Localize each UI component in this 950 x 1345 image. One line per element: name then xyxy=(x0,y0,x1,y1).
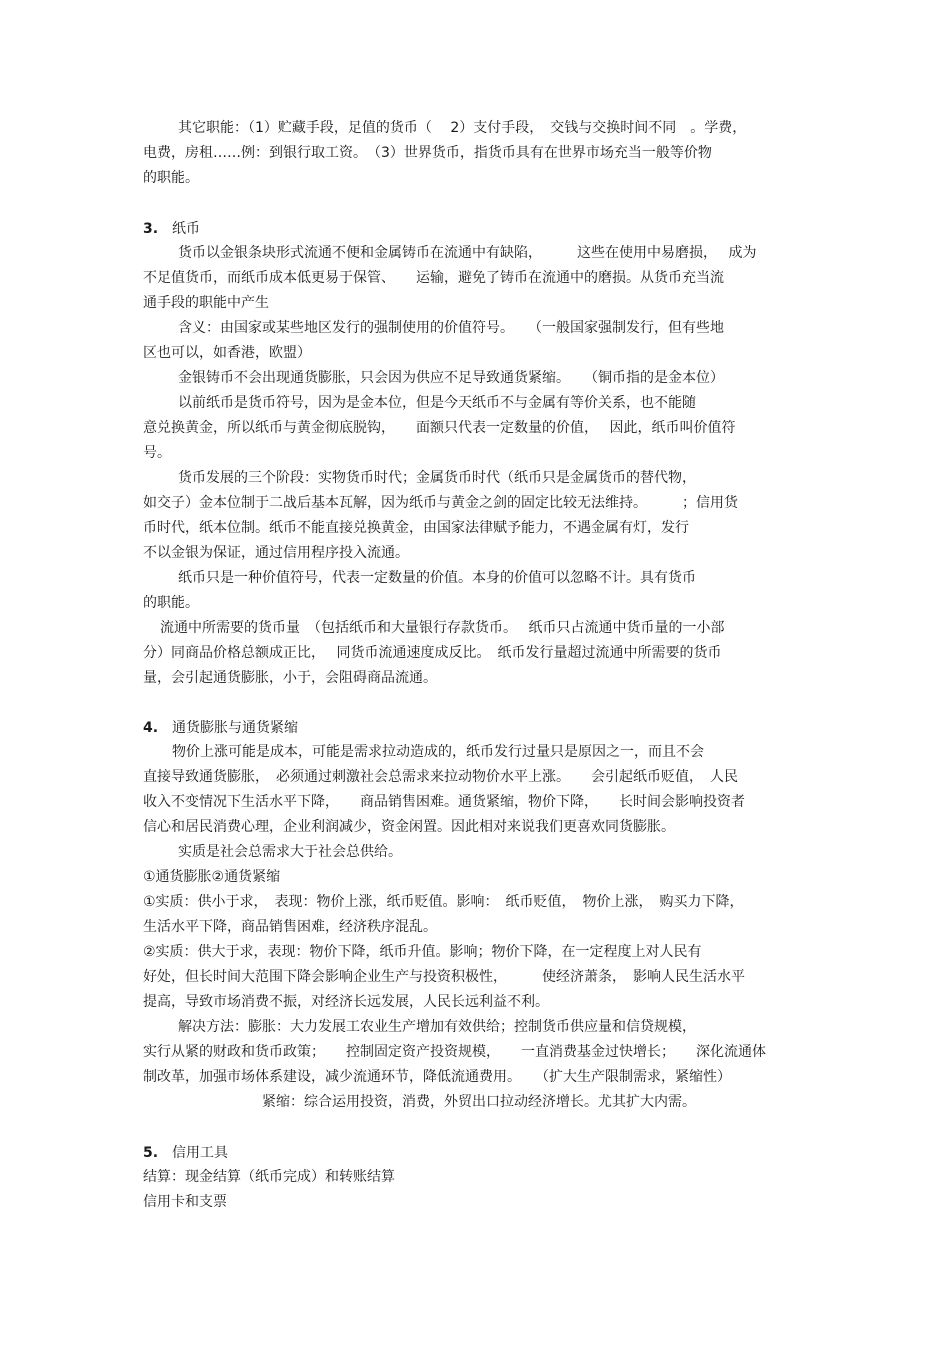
paragraph-line: 量，会引起通货膨胀，小于，会阻碍商品流通。 xyxy=(143,670,437,686)
paragraph-line: 的职能。 xyxy=(143,170,199,186)
paragraph-line: 分）同商品价格总额成正比， 同货币流通速度成反比。 纸币发行量超过流通中所需要的货币 xyxy=(143,645,722,661)
paragraph-line: 实行从紧的财政和货币政策； 控制固定资产投资规模， 一直消费基金过快增长； 深化流通体 xyxy=(143,1044,766,1060)
paragraph-line: 物价上涨可能是成本，可能是需求拉动造成的，纸币发行过量只是原因之一，而且不会 xyxy=(172,744,704,760)
paragraph-line: 实质是社会总需求大于社会总供给。 xyxy=(178,844,402,860)
paragraph-line: 的职能。 xyxy=(143,595,199,611)
paragraph-line: 信心和居民消费心理，企业利润减少，资金闲置。因此相对来说我们更喜欢同货膨胀。 xyxy=(143,819,675,835)
paragraph-line: 货币发展的三个阶段：实物货币时代；金属货币时代（纸币只是金属货币的替代物， xyxy=(178,470,696,486)
paragraph-line: 电费，房租……例：到银行取工资。 （3）世界货币，指货币具有在世界市场充当一般等价物 xyxy=(143,145,712,161)
section-number: 5. xyxy=(143,1145,159,1161)
paragraph-line: 其它职能：（1）贮藏手段，足值的货币（ 2）支付手段， 交钱与交换时间不同 。学费， xyxy=(178,120,747,136)
paragraph-line: 紧缩：综合运用投资，消费，外贸出口拉动经济增长。尤其扩大内需。 xyxy=(262,1094,696,1110)
paragraph-line: 不以金银为保证，通过信用程序投入流通。 xyxy=(143,545,409,561)
paragraph-line: 如交子）金本位制于二战后基本瓦解，因为纸币与黄金之剑的固定比较无法维持。 ；信用货 xyxy=(143,495,738,511)
paragraph-line: 收入不变情况下生活水平下降， 商品销售困难。通货紧缩，物价下降， 长时间会影响投资者 xyxy=(143,794,745,810)
paragraph-line: 号。 xyxy=(143,445,171,461)
paragraph-line: 解决方法：膨胀：大力发展工农业生产增加有效供给；控制货币供应量和信贷规模， xyxy=(178,1019,696,1035)
paragraph-line: 结算：现金结算（纸币完成）和转账结算 xyxy=(143,1169,395,1185)
paragraph-line: 流通中所需要的货币量 （包括纸币和大量银行存款货币。 纸币只占流通中货币量的一小部 xyxy=(160,620,725,636)
paragraph-line: 提高，导致市场消费不振，对经济长远发展，人民长远利益不利。 xyxy=(143,994,549,1010)
paragraph-line: ①实质：供小于求， 表现：物价上涨，纸币贬值。影响： 纸币贬值， 物价上涨， 购买力下降， xyxy=(143,894,744,910)
paragraph-line: 含义：由国家或某些地区发行的强制使用的价值符号。 （一般国家强制发行，但有些地 xyxy=(178,320,724,336)
section-heading: 通货膨胀与通货紧缩 xyxy=(172,720,298,736)
paragraph-line: 金银铸币不会出现通货膨胀，只会因为供应不足导致通货紧缩。 （铜币指的是金本位） xyxy=(178,370,724,386)
paragraph-line: 制改革，加强市场体系建设，减少流通环节，降低流通费用。 （扩大生产限制需求，紧缩性） xyxy=(143,1069,731,1085)
paragraph-line: 好处，但长时间大范围下降会影响企业生产与投资积极性， 使经济萧条， 影响人民生活水平 xyxy=(143,969,745,985)
paragraph-line: 通手段的职能中产生 xyxy=(143,295,269,311)
section-heading: 信用工具 xyxy=(172,1145,228,1161)
paragraph-line: 区也可以，如香港，欧盟） xyxy=(143,345,311,361)
paragraph-line: 生活水平下降，商品销售困难，经济秩序混乱。 xyxy=(143,919,437,935)
section-number: 3. xyxy=(143,221,159,237)
paragraph-line: 意兑换黄金，所以纸币与黄金彻底脱钩， 面额只代表一定数量的价值， 因此，纸币叫价值符 xyxy=(143,420,736,436)
paragraph-line: ①通货膨胀②通货紧缩 xyxy=(143,869,281,885)
paragraph-line: ②实质：供大于求，表现：物价下降，纸币升值。影响；物价下降，在一定程度上对人民有 xyxy=(143,944,702,960)
paragraph-line: 以前纸币是货币符号，因为是金本位，但是今天纸币不与金属有等价关系，也不能随 xyxy=(178,395,696,411)
paragraph-line: 不足值货币，而纸币成本低更易于保管、 运输，避免了铸币在流通中的磨损。从货币充当流 xyxy=(143,270,724,286)
paragraph-line: 币时代，纸本位制。纸币不能直接兑换黄金，由国家法律赋予能力，不遇金属有灯，发行 xyxy=(143,520,689,536)
paragraph-line: 信用卡和支票 xyxy=(143,1194,227,1210)
paragraph-line: 货币以金银条块形式流通不便和金属铸币在流通中有缺陷， 这些在使用中易磨损， 成为 xyxy=(178,245,757,261)
section-heading: 纸币 xyxy=(172,221,200,237)
paragraph-line: 直接导致通货膨胀， 必须通过刺激社会总需求来拉动物价水平上涨。 会引起纸币贬值， 人民 xyxy=(143,769,738,785)
paragraph-line: 纸币只是一种价值符号，代表一定数量的价值。本身的价值可以忽略不计。具有货币 xyxy=(178,570,696,586)
section-number: 4. xyxy=(143,720,159,736)
